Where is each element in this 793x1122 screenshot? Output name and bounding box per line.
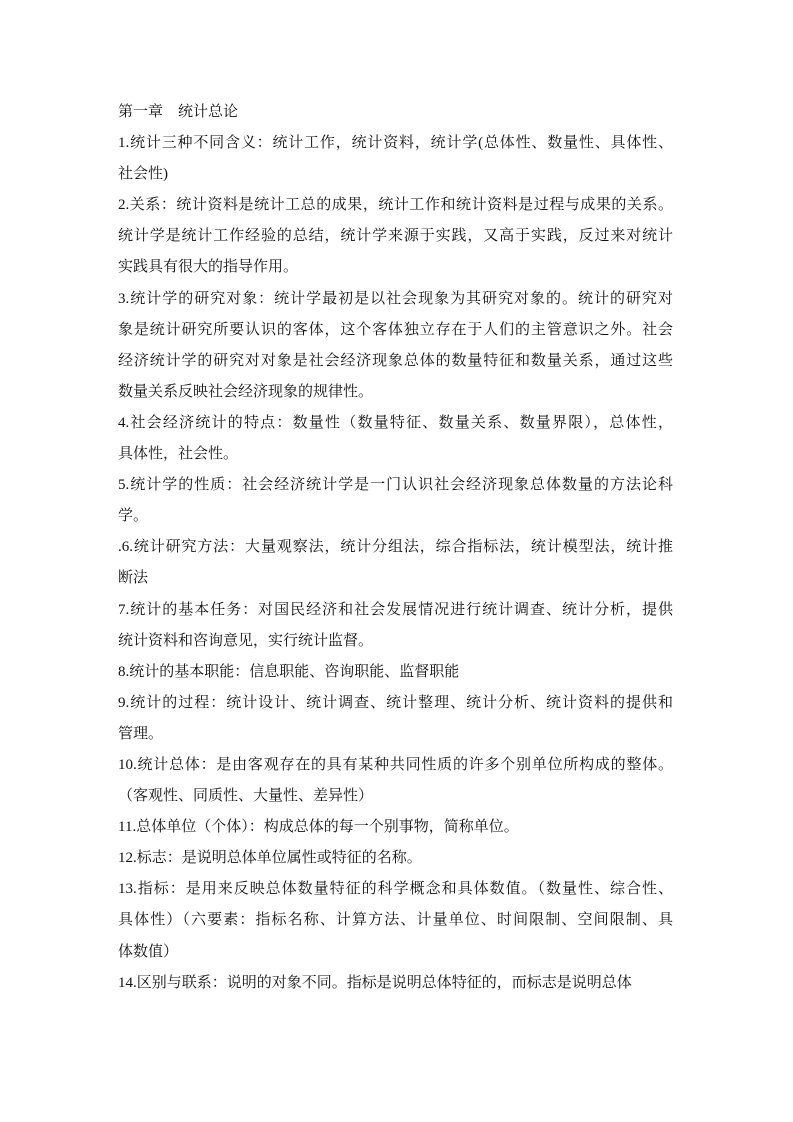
paragraph-line: 统计资料和咨询意见，实行统计监督。 [118,632,374,649]
paragraph [118,878,673,971]
document-body [118,132,673,1003]
paragraph-line: 学。 [118,508,149,525]
paragraph-line: 12.标志：是说明总体单位属性或特征的名称。 [118,850,422,867]
paragraph [118,536,673,598]
paragraph-line: 具体性，社会性。 [118,446,239,463]
paragraph-line: （客观性、同质性、大量性、差异性） [118,788,374,805]
paragraph-line: 经济统计学的研究对对象是社会经济现象总体的数量特征和数量关系，通过这些 [118,352,673,369]
paragraph-line: 具体性）（六要素：指标名称、计算方法、计量单位、时间限制、空间限制、具 [118,912,673,929]
paragraph [118,661,673,692]
paragraph-line: 14.区别与联系：说明的对象不同。指标是说明总体特征的，而标志是说明总体 [118,974,632,991]
paragraph [118,412,673,474]
paragraph [118,972,673,1003]
paragraph [118,132,673,194]
paragraph [118,847,673,878]
paragraph-line: 象是统计研究所要认识的客体，这个客体独立存在于人们的主管意识之外。社会 [118,321,673,338]
paragraph-line: 5.统计学的性质：社会经济统计学是一门认识社会经济现象总体数量的方法论科 [118,477,673,494]
paragraph-line: 断法 [118,570,149,587]
paragraph-line: .6.统计研究方法：大量观察法，统计分组法，综合指标法，统计模型法，统计推 [118,539,673,556]
paragraph-line: 4.社会经济统计的特点：数量性（数量特征、数量关系、数量界限），总体性， [118,414,673,431]
paragraph-line: 数量关系反映社会经济现象的规律性。 [118,383,374,400]
paragraph [118,692,673,754]
paragraph-line: 8.统计的基本职能：信息职能、咨询职能、监督职能 [118,663,460,680]
paragraph-line: 体数值） [118,943,179,960]
paragraph-line: 1.统计三种不同含义：统计工作，统计资料，统计学(总体性、数量性、具体性、 [118,135,673,152]
paragraph-line: 统计学是统计工作经验的总结，统计学来源于实践，又高于实践，反过来对统计 [118,228,673,245]
paragraph [118,288,673,412]
paragraph-line: 实践具有很大的指导作用。 [118,259,299,276]
paragraph-line: 2.关系：统计资料是统计工总的成果，统计工作和统计资料是过程与成果的关系。 [118,197,673,214]
paragraph-line: 11.总体单位（个体）：构成总体的每一个别事物，简称单位。 [118,819,519,836]
document-page [118,101,673,1003]
paragraph [118,816,673,847]
paragraph [118,474,673,536]
paragraph-line: 3.统计学的研究对象：统计学最初是以社会现象为其研究对象的。统计的研究对 [118,290,673,307]
paragraph-line: 社会性) [118,166,168,183]
paragraph-line: 13.指标：是用来反映总体数量特征的科学概念和具体数值。（数量性、综合性、 [118,881,673,898]
paragraph [118,599,673,661]
chapter-title: 第一章 统计总论 [118,104,239,120]
paragraph-line: 10.统计总体：是由客观存在的具有某种共同性质的许多个别单位所构成的整体。 [118,756,673,773]
paragraph-line: 管理。 [118,725,164,742]
paragraph [118,194,673,287]
paragraph-line: 7.统计的基本任务：对国民经济和社会发展情况进行统计调查、统计分析，提供 [118,601,673,618]
paragraph [118,754,673,816]
paragraph-line: 9.统计的过程：统计设计、统计调查、统计整理、统计分析、统计资料的提供和 [118,694,673,711]
